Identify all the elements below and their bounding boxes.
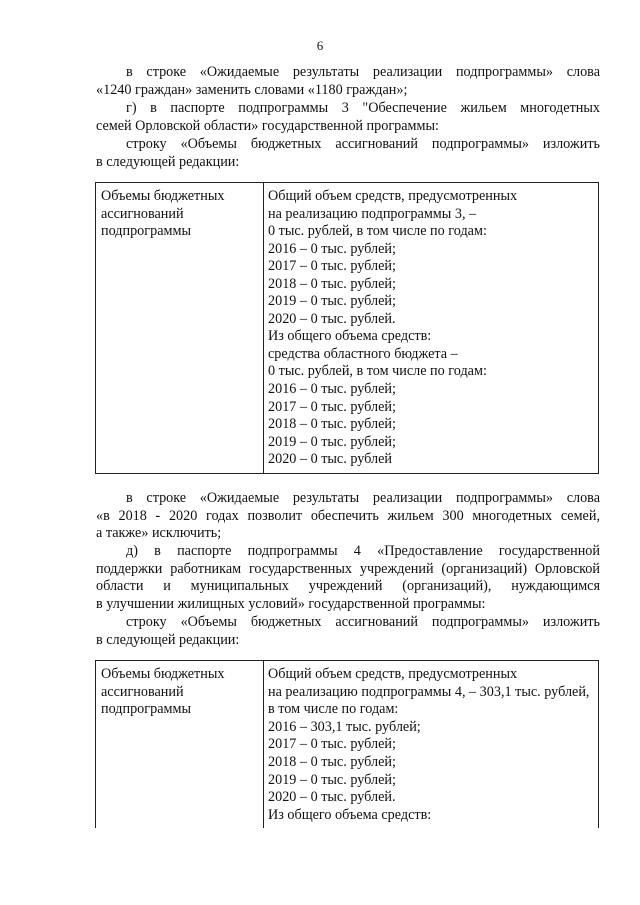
value-line: 2018 – 0 тыс. рублей; [268, 753, 396, 770]
budget-table-subprogram-4 [95, 660, 599, 828]
value-line: 2017 – 0 тыс. рублей; [268, 258, 396, 275]
label-line: ассигнований [101, 683, 184, 700]
label-line: Объемы бюджетных [101, 666, 225, 682]
value-line: 2016 – 0 тыс. рублей; [268, 240, 396, 257]
value-line: 2017 – 0 тыс. рублей; [268, 398, 396, 415]
table-value-cell [264, 183, 599, 474]
label-line: подпрограммы [101, 701, 191, 718]
paragraph-line: в следующей редакции: [96, 631, 240, 648]
value-line: на реализацию подпрограммы 3, – [268, 205, 477, 222]
paragraph-line: «1240 граждан» заменить словами «1180 граждан»; [96, 81, 408, 98]
budget-table-subprogram-3 [95, 182, 599, 474]
table-label-cell [96, 183, 264, 474]
label-line: ассигнований [101, 205, 184, 222]
value-line: Из общего объема средств: [268, 328, 432, 345]
value-line: 2016 – 303,1 тыс. рублей; [268, 718, 421, 735]
paragraph-line: «в 2018 - 2020 годах позволит обеспечить жильем 300 многодетных семей, [96, 507, 600, 524]
paragraph-line: а также» исключить; [96, 525, 222, 542]
value-line: в том числе по годам: [268, 701, 399, 718]
paragraph-line: в следующей редакции: [96, 153, 240, 170]
paragraph-expected-results-2 [96, 490, 600, 543]
paragraph-line: в улучшении жилищных условий» государственной программы: [96, 595, 486, 612]
value-line: 2017 – 0 тыс. рублей; [268, 736, 396, 753]
paragraph-row-intro-2 [96, 614, 600, 649]
value-line: Общий объем средств, предусмотренных [268, 666, 518, 682]
paragraph-line: области и муниципальных учреждений (организаций), нуждающимся [96, 578, 600, 595]
value-line: 2020 – 0 тыс. рублей. [268, 310, 396, 327]
label-line: Объемы бюджетных [101, 188, 225, 204]
value-line: 2016 – 0 тыс. рублей; [268, 381, 396, 398]
paragraph-item-g [96, 100, 600, 135]
paragraph-line: строку «Объемы бюджетных ассигнований подпрограммы» изложить [126, 614, 600, 630]
value-line: 2018 – 0 тыс. рублей; [268, 416, 396, 433]
value-line: 2020 – 0 тыс. рублей. [268, 789, 396, 806]
table-label-cell [96, 661, 264, 829]
value-line: 0 тыс. рублей, в том числе по годам: [268, 363, 487, 380]
table-value-cell [264, 661, 599, 829]
page-number: 6 [316, 38, 324, 53]
value-line: средства областного бюджета – [268, 345, 458, 362]
paragraph-line: г) в паспорте подпрограммы 3 "Обеспечение жильем многодетных [126, 100, 600, 116]
label-line: подпрограммы [101, 223, 191, 240]
value-line: Из общего объема средств: [268, 806, 432, 823]
value-line: 0 тыс. рублей, в том числе по годам: [268, 223, 487, 240]
value-line: 2018 – 0 тыс. рублей; [268, 275, 396, 292]
value-line: на реализацию подпрограммы 4, – 303,1 тыс. рублей, [268, 683, 590, 700]
paragraph-expected-results-1 [96, 64, 600, 99]
value-line: 2019 – 0 тыс. рублей; [268, 293, 396, 310]
paragraph-line: д) в паспорте подпрограммы 4 «Предоставление государственной [126, 543, 600, 559]
value-line: 2019 – 0 тыс. рублей; [268, 771, 396, 788]
value-line: 2019 – 0 тыс. рублей; [268, 433, 396, 450]
paragraph-line: семей Орловской области» государственной программы: [96, 117, 439, 134]
paragraph-line: поддержки работникам государственных учреждений (организаций) Орловской [96, 560, 600, 577]
paragraph-row-intro-1 [96, 136, 600, 171]
paragraph-line: в строке «Ожидаемые результаты реализации подпрограммы» слова [126, 490, 600, 506]
paragraph-line: в строке «Ожидаемые результаты реализации подпрограммы» слова [126, 64, 600, 80]
value-line: 2020 – 0 тыс. рублей [268, 451, 392, 468]
paragraph-line: строку «Объемы бюджетных ассигнований подпрограммы» изложить [126, 136, 600, 152]
paragraph-item-d [96, 543, 600, 613]
value-line: Общий объем средств, предусмотренных [268, 188, 518, 204]
